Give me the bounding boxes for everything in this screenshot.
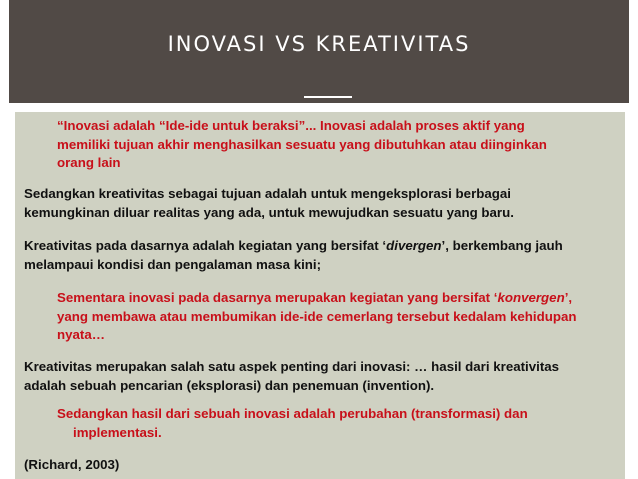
text-line: yang membawa atau membumikan ide-ide cemerlang tersebut kedalam kehidupan — [57, 308, 577, 324]
text-span: ’, berkembang jauh — [441, 238, 563, 253]
text-line: Kreativitas merupakan salah satu aspek penting dari inovasi: … hasil dari kreativitas — [24, 359, 560, 374]
slide-title: INOVASI VS KREATIVITAS — [167, 32, 471, 56]
text-line: melampaui kondisi dan pengalaman masa kini; — [24, 256, 322, 272]
text-line: memiliki tujuan akhir menghasilkan sesuatu yang dibutuhkan atau diinginkan — [57, 136, 547, 152]
text-line: kemungkinan diluar realitas yang ada, untuk mewujudkan sesuatu yang baru. — [24, 204, 514, 220]
creativity-paragraph — [24, 185, 514, 222]
title-bar — [9, 0, 629, 103]
text-line: nyata… — [57, 327, 106, 342]
text-line — [24, 237, 563, 256]
text-line — [57, 289, 576, 308]
text-line: Sedangkan hasil dari sebuah inovasi adalah perubahan (transformasi) dan — [57, 406, 528, 421]
text-line: “Inovasi adalah “Ide-ide untuk beraksi”... Inovasi adalah proses aktif yang — [57, 118, 525, 133]
text-line: orang lain — [57, 155, 121, 170]
text-line: adalah sebuah pencarian (eksplorasi) dan penemuan (invention). — [24, 377, 435, 393]
transformation-paragraph — [57, 405, 528, 442]
text-span: ’, — [564, 290, 573, 305]
text-span: Kreativitas pada dasarnya adalah kegiatan yang bersifat ‘ — [24, 238, 387, 253]
aspect-paragraph — [24, 358, 559, 395]
citation: (Richard, 2003) — [24, 457, 120, 472]
emphasis-text: divergen — [386, 238, 442, 253]
title-underline — [304, 96, 352, 98]
emphasis-text: konvergen — [497, 290, 565, 305]
text-line: implementasi. — [73, 424, 162, 440]
convergent-paragraph — [57, 289, 576, 345]
text-span: Sementara inovasi pada dasarnya merupakan kegiatan yang bersifat ‘ — [57, 290, 498, 305]
divergent-paragraph — [24, 237, 563, 274]
text-line: Sedangkan kreativitas sebagai tujuan adalah untuk mengeksplorasi berbagai — [24, 186, 511, 201]
quote-paragraph — [57, 117, 547, 173]
